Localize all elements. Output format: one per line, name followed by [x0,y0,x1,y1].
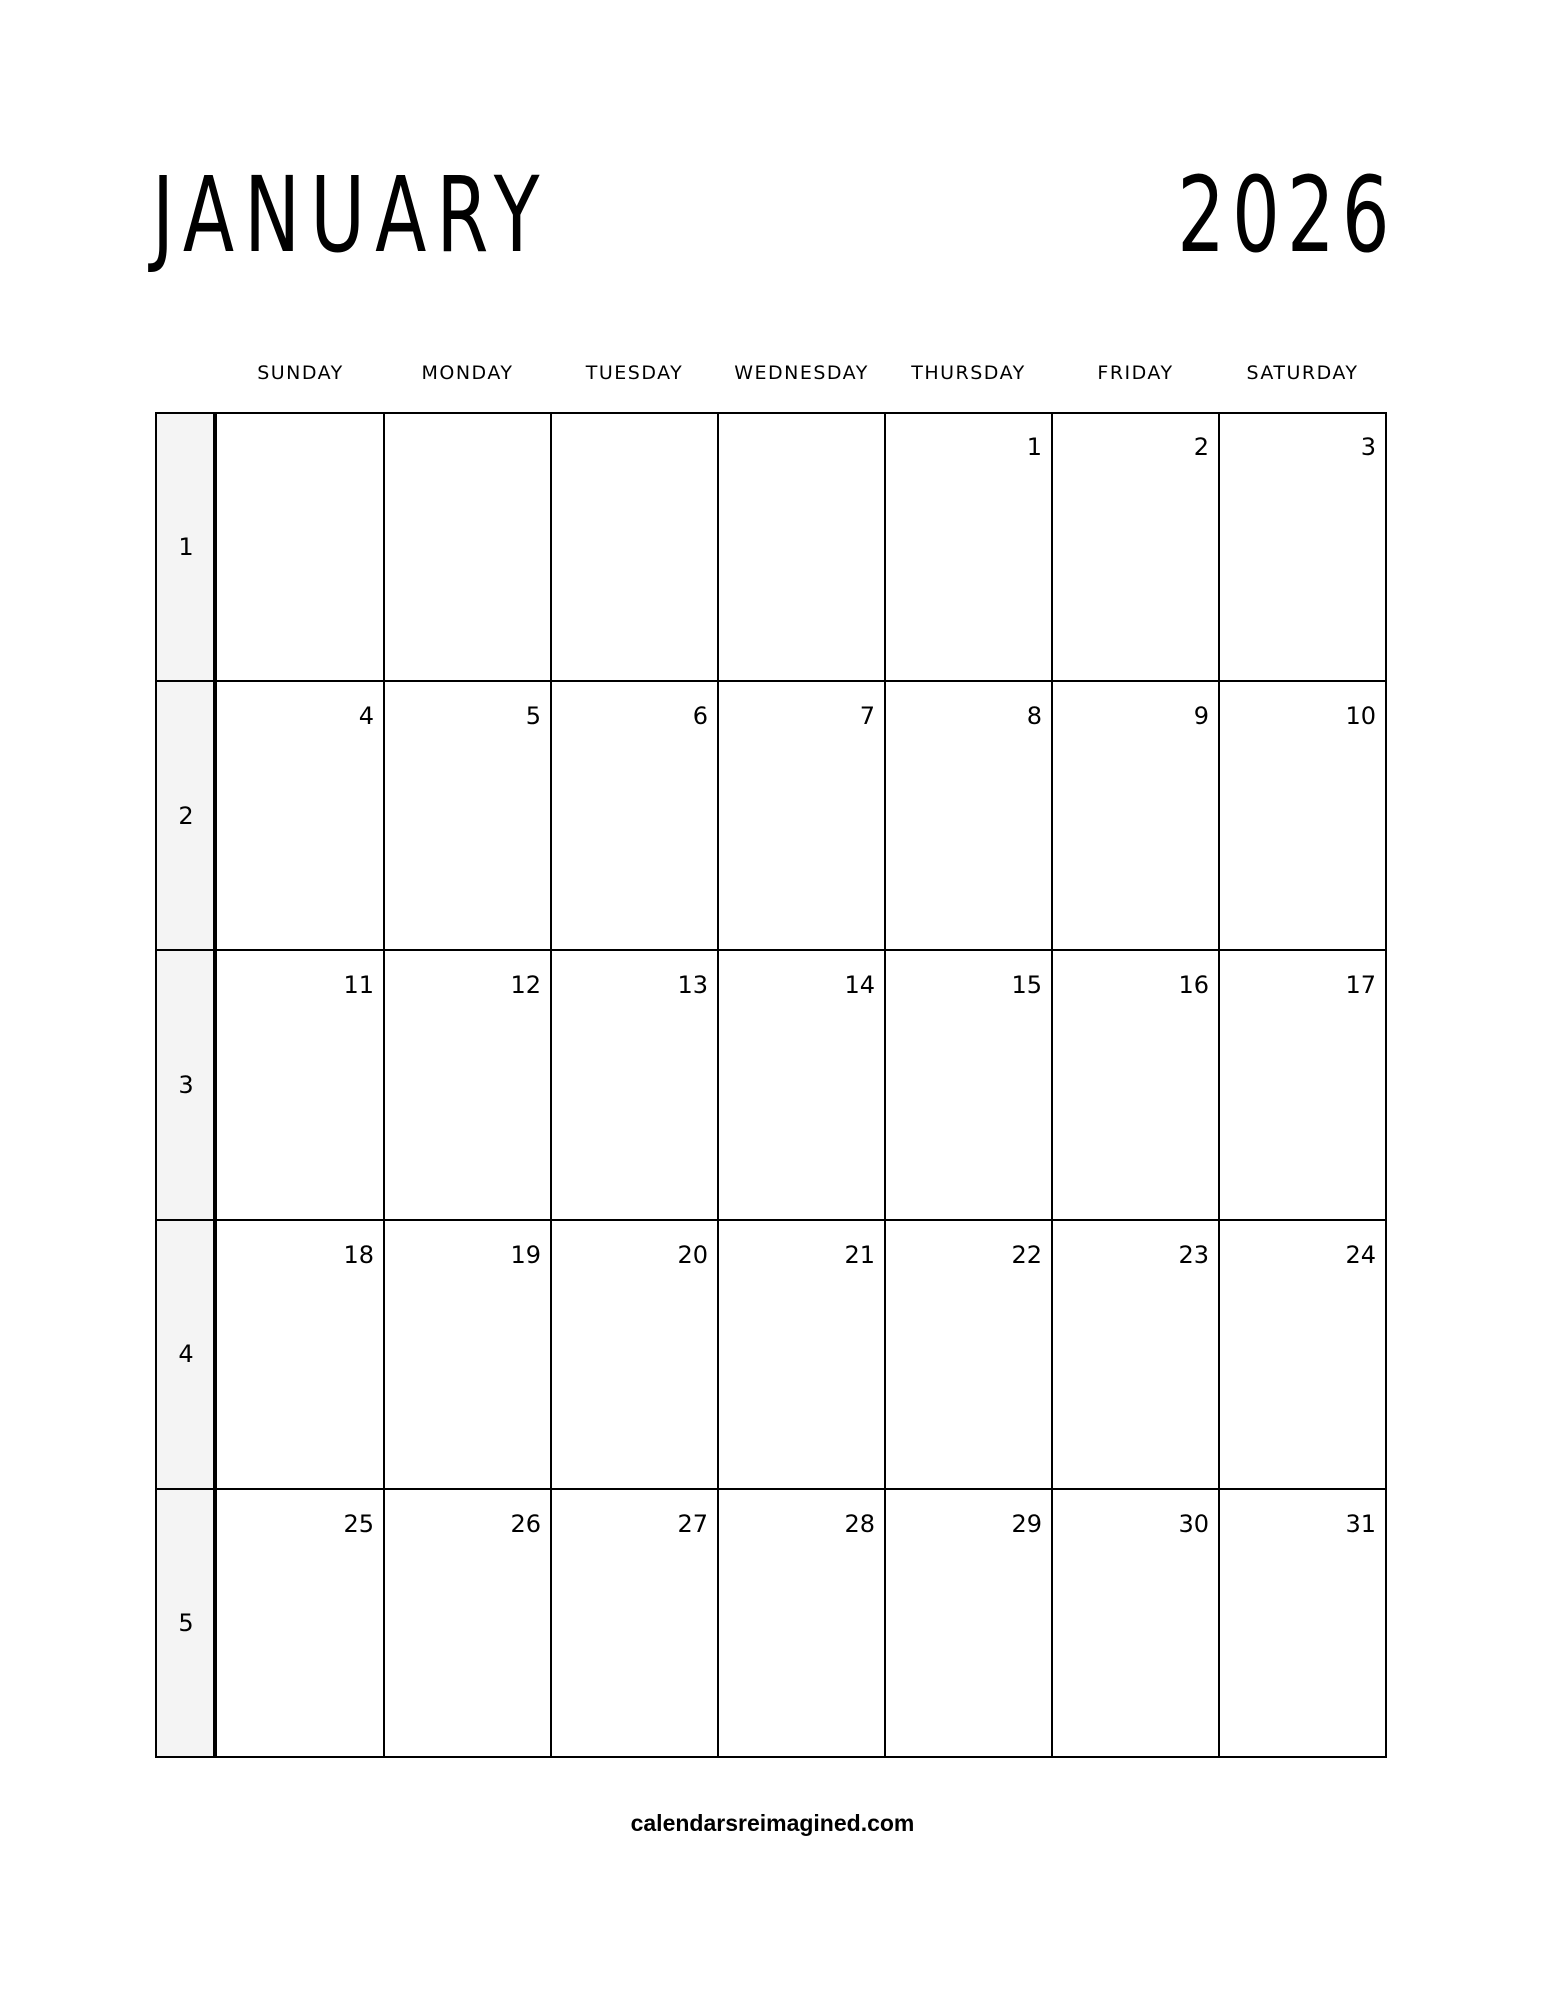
weekday-label-6: SATURDAY [1246,362,1359,384]
month-title: JANUARY [152,154,550,276]
week-number-4: 4 [178,1340,194,1369]
date-number: 6 [692,702,708,731]
date-number: 26 [510,1509,541,1538]
year-title: 2026 [1177,154,1397,276]
week-number-5: 5 [178,1609,194,1638]
week-number-3: 3 [178,1071,194,1099]
weekday-label-0: SUNDAY [257,362,344,384]
weekday-label-3: WEDNESDAY [734,362,869,384]
date-number: 30 [1178,1509,1209,1538]
weekday-label-1: MONDAY [421,362,514,384]
week-number-2: 2 [178,801,194,830]
date-number: 3 [1360,433,1376,461]
date-number: 29 [1011,1509,1042,1538]
weekday-label-2: TUESDAY [585,362,684,384]
footer-website: calendarsreimagined.com [630,1810,915,1836]
date-number: 20 [677,1240,708,1269]
date-number: 25 [343,1509,374,1538]
date-number: 15 [1011,971,1042,1000]
date-number: 9 [1193,702,1209,731]
date-number: 19 [510,1240,541,1269]
weekday-label-5: FRIDAY [1097,362,1174,384]
date-number: 5 [525,702,541,731]
date-number: 12 [510,971,541,1000]
date-number: 7 [859,702,875,731]
date-number: 27 [677,1509,708,1538]
date-number: 24 [1345,1240,1376,1269]
calendar-border [155,412,1387,1758]
weekday-label-4: THURSDAY [911,362,1026,384]
date-number: 18 [343,1240,374,1269]
date-number: 23 [1178,1240,1209,1269]
date-number: 1 [1026,433,1042,461]
week-number-1: 1 [178,532,194,561]
date-number: 21 [844,1240,875,1269]
date-number: 14 [844,971,875,1000]
date-number: 11 [343,971,374,1000]
date-number: 22 [1011,1240,1042,1269]
date-number: 8 [1026,702,1042,731]
date-number: 31 [1345,1509,1376,1538]
date-number: 13 [677,971,708,1000]
date-number: 17 [1345,971,1376,1000]
date-number: 4 [358,702,374,731]
date-number: 28 [844,1509,875,1538]
date-number: 10 [1345,702,1376,731]
date-number: 2 [1193,433,1209,461]
date-number: 16 [1178,971,1209,1000]
